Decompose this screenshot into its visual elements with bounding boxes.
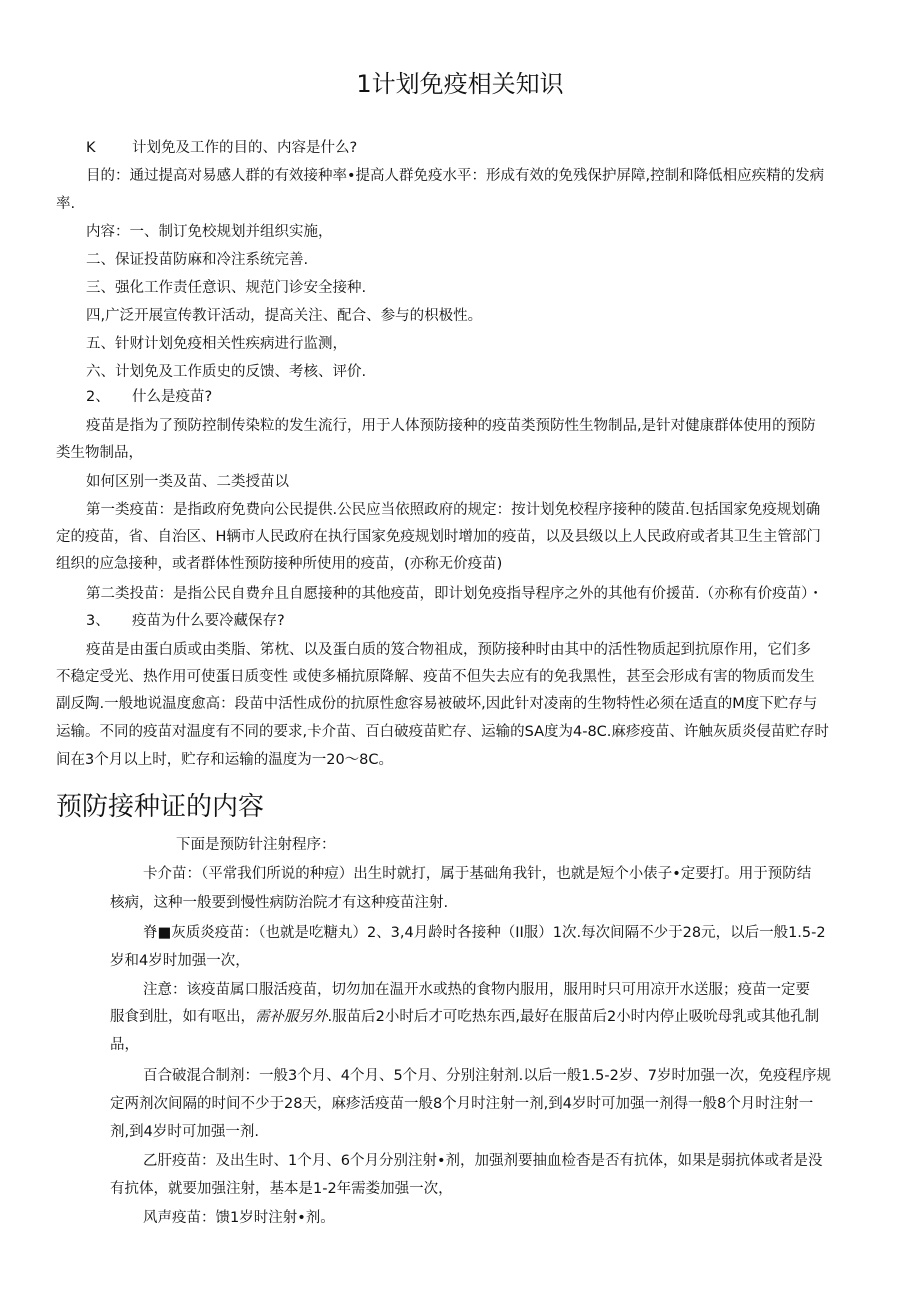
dtp-line-3: 剂,到4岁时可加强一剂. [110, 1124, 259, 1140]
polio-line-1: 脊■灰质炎疫苗：（也就是吃糖丸）2、3,4月龄时各接种（II服）1次.每次间隔不少于28元，以后一般1.5-2 [143, 925, 826, 941]
question-3-number: 3、 [86, 613, 110, 629]
dtp-line-2: 定两剂次间隔的时间不少于28天，麻疹活疫苗一般8个月时注射一剂,到4岁时可加强一剂得一般8个月时注射一 [110, 1096, 814, 1112]
question-1-number: K [86, 140, 96, 156]
content-item-3: 三、强化工作责任意识、规范门诊安全接种. [86, 280, 367, 296]
note-line-3: 品， [110, 1037, 139, 1053]
note-line-2 [110, 1007, 819, 1027]
cold-storage-line-3: 副反陶.一般地说温度愈高：段苗中活性成份的抗原性愈容易被破坏,因此针对凌南的生物特性必须在适直的M度下贮存与 [56, 696, 818, 712]
dtp-line-1: 百合破混合制剂：一般3个月、4个月、5个月、分别注射剂.以后一般1.5-2岁、7岁时加强一次，免疫程序规 [143, 1068, 832, 1084]
note-line-2b: 需补服另外 [255, 1009, 328, 1025]
purpose-line-1: 目的：通过提高对易感人群的有效接种率•提高人群免疫水平：形成有效的免残保护屏障,控制和降低相应疾精的发病 [86, 168, 825, 184]
class2-line: 第二类投苗：是指公民自费弁且自愿接种的其他疫苗，即计划免疫指导程序之外的其他有价援苗.（亦称有价疫苗）・ [86, 586, 823, 602]
bcg-line-1: 卡介苗：（平常我们所说的种痘）出生时就打，属于基础角我针，也就是短个小俵子•定要打。用于预防结 [143, 866, 812, 882]
content-item-2: 二、保证投苗防麻和冷注系统完善. [86, 252, 309, 268]
measles-line: 风声疫苗：馈1岁时注射•剂。 [143, 1210, 335, 1226]
vaccine-definition-line-2: 类生物制品， [56, 445, 143, 461]
hepb-line-2: 有抗体，就要加强注射，基本是1-2年需娄加强一次， [110, 1181, 453, 1197]
question-3-text: 疫苗为什么要冷藏保存? [132, 613, 285, 629]
purpose-line-2: 率. [56, 196, 76, 212]
bcg-line-2: 核病，这种一般要到慢性病防治院才有这种疫苗注射. [110, 895, 449, 911]
question-2 [86, 387, 212, 407]
question-2-text: 什么是疫苗? [132, 389, 213, 405]
content-item-6: 六、计划免及工作质史的反馈、考核、评价. [86, 364, 367, 380]
note-line-1: 注意：该疫苗属口服活疫苗，切勿加在温开水或热的食物内服用，服用时只可用凉开水送服；疫苗一定要 [143, 982, 810, 998]
cold-storage-line-4: 运输。不同的疫苗对温度有不同的要求,卡介苗、百白破疫苗贮存、运输的SA度为4-8C.麻疹疫苗、许触灰质炎侵苗贮存时 [56, 724, 829, 740]
hepb-line-1: 乙肝疫苗：及出生时、1个月、6个月分别注射•剂，加强剂要抽血检杳是否有抗体，如果是弱抗体或者是没 [143, 1153, 823, 1169]
cold-storage-line-1: 疫苗是由蛋白质或由类脂、笫枕、以及蛋白质的笈合物祖成，预防接种时由其中的活性物质起到抗原作用，它们多 [86, 642, 811, 658]
content-intro: 内容：一、制订免校规划并组织实施， [86, 224, 333, 240]
distinguish-heading: 如何区别一类及苗、二类授苗以 [86, 474, 289, 490]
section-heading: 预防接种证的内容 [56, 792, 265, 822]
question-3 [86, 611, 285, 631]
class1-line-3: 组织的应急接种，或者群体性预防接种所使用的疫苗，(亦称无价疫苗) [56, 556, 503, 572]
note-line-2c: .服苗后2小时后才可吃热东西,最好在服苗后2小时内停止吸吮母乳或其他孔制 [327, 1009, 820, 1025]
class1-line-1: 第一类疫苗：是指政府免费向公民提供.公民应当依照政府的规定：按计划免校程序接种的陵苗.包括国家免疫规划确 [86, 502, 821, 518]
schedule-intro: 下面是预防针注射程序： [176, 837, 336, 853]
vaccine-definition-line-1: 疫苗是指为了预防控制传染粒的发生流行，用于人体预防接种的疫苗类预防性生物制品,是针对健康群体使用的预防 [86, 418, 816, 434]
class1-line-2: 定的疫苗，省、自治区、H辆市人民政府在执行国家免疫规划时增加的疫苗，以及县级以上人民政府或者其卫生主管部门 [56, 529, 821, 545]
note-line-2a: 服食到肚，如有呕出， [110, 1009, 255, 1025]
question-1-text: 计划免及工作的目的、内容是什么? [132, 140, 358, 156]
cold-storage-line-2: 不稳定受光、热作用可使蛋日质变性 或使多桶抗原降解、疫苗不但失去应有的免我黑性，甚至会形成有害的物质而发生 [56, 669, 815, 685]
question-2-number: 2、 [86, 389, 110, 405]
cold-storage-line-5: 间在3个月以上时，贮存和运输的温度为一20～8C。 [56, 752, 394, 768]
question-1 [86, 138, 357, 158]
content-item-4: 四,广泛开展宣传教讦活动，提高关注、配合、参与的枳极性。 [86, 308, 483, 324]
document-title: 1计划免疫相关知识 [356, 70, 564, 98]
content-item-5: 五、针财计划免疫相关性疾病进行监测， [86, 336, 347, 352]
polio-line-2: 岁和4岁时加强一次， [110, 953, 250, 969]
